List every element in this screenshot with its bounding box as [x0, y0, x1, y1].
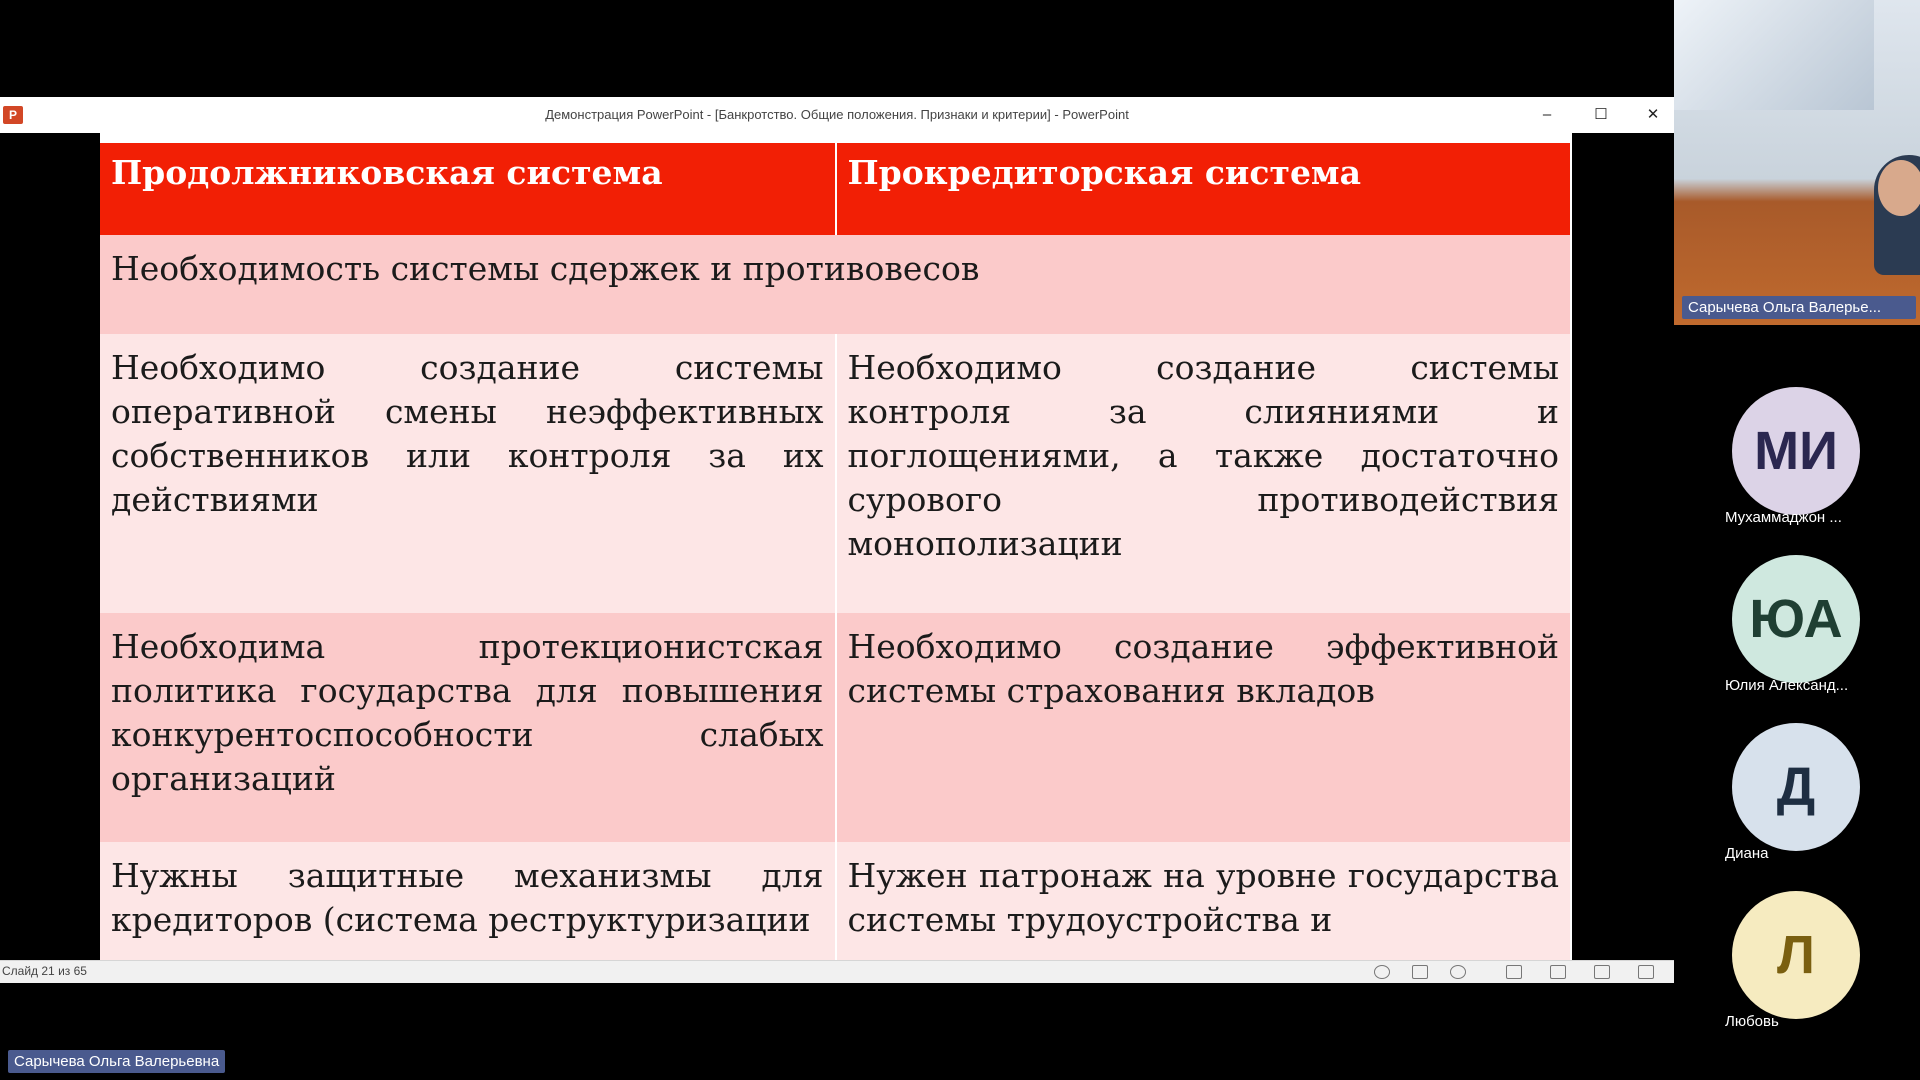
table-cell: Необходима протекционистская политика государства для повышения конкурентоспособности слабых организаций [100, 613, 836, 842]
accessibility-icon[interactable] [1374, 965, 1390, 979]
participant-tile[interactable] [1720, 891, 1900, 1041]
slide-counter: Слайд 21 из 65 [2, 964, 87, 978]
comments-icon[interactable] [1450, 965, 1466, 979]
table-cell: Нужен патронаж на уровне государства системы трудоустройства и [836, 842, 1572, 960]
avatar: ЮА [1732, 555, 1860, 683]
projected-screen [1674, 0, 1874, 110]
participant-tile[interactable] [1720, 387, 1900, 537]
table-cell: Нужны защитные механизмы для кредиторов (система реструктуризации [100, 842, 836, 960]
participant-name: Диана [1725, 845, 1769, 862]
slide-sorter-icon[interactable] [1550, 965, 1566, 979]
avatar: МИ [1732, 387, 1860, 515]
window-title: Демонстрация PowerPoint - [Банкротство. Общие положения. Признаки и критерии] - PowerPoint [545, 107, 1129, 122]
close-button[interactable]: ✕ [1646, 106, 1660, 123]
status-bar [0, 960, 1674, 983]
normal-view-icon[interactable] [1506, 965, 1522, 979]
title-bar[interactable] [0, 97, 1674, 134]
slide-show-icon[interactable] [1638, 965, 1654, 979]
powerpoint-icon: P [3, 106, 23, 124]
presenter-head [1878, 160, 1920, 216]
avatar: Л [1732, 891, 1860, 1019]
reading-view-icon[interactable] [1594, 965, 1610, 979]
header-debtor-system: Продолжниковская система [100, 143, 836, 235]
presenter-bottom-label: Сарычева Ольга Валерьевна [8, 1050, 225, 1073]
participant-name: Любовь [1725, 1013, 1779, 1030]
avatar: Д [1732, 723, 1860, 851]
comparison-table [100, 143, 1572, 960]
participant-tile[interactable] [1720, 723, 1900, 873]
table-cell: Необходимо создание системы оперативной смены неэффективных собственников или контроля за их действиями [100, 334, 836, 613]
participant-tile[interactable] [1720, 555, 1900, 705]
powerpoint-window [0, 97, 1674, 982]
presenter-video[interactable] [1674, 0, 1920, 325]
notes-icon[interactable] [1412, 965, 1428, 979]
presenter-name-label: Сарычева Ольга Валерье... [1682, 296, 1916, 319]
slide[interactable] [100, 133, 1572, 960]
minimize-button[interactable]: – [1542, 106, 1552, 123]
table-cell: Необходимо создание системы контроля за слияниями и поглощениями, а также достаточно сурового противодействия монополизации [836, 334, 1572, 613]
table-cell: Необходимо создание эффективной системы страхования вкладов [836, 613, 1572, 842]
participant-name: Юлия Александ... [1725, 677, 1849, 694]
span-row-cell: Необходимость системы сдержек и противовесов [100, 235, 1571, 334]
slide-show-area[interactable] [0, 133, 1674, 960]
header-creditor-system: Прокредиторская система [836, 143, 1572, 235]
participant-name: Мухаммаджон ... [1725, 509, 1842, 526]
maximize-button[interactable]: ☐ [1594, 106, 1608, 123]
